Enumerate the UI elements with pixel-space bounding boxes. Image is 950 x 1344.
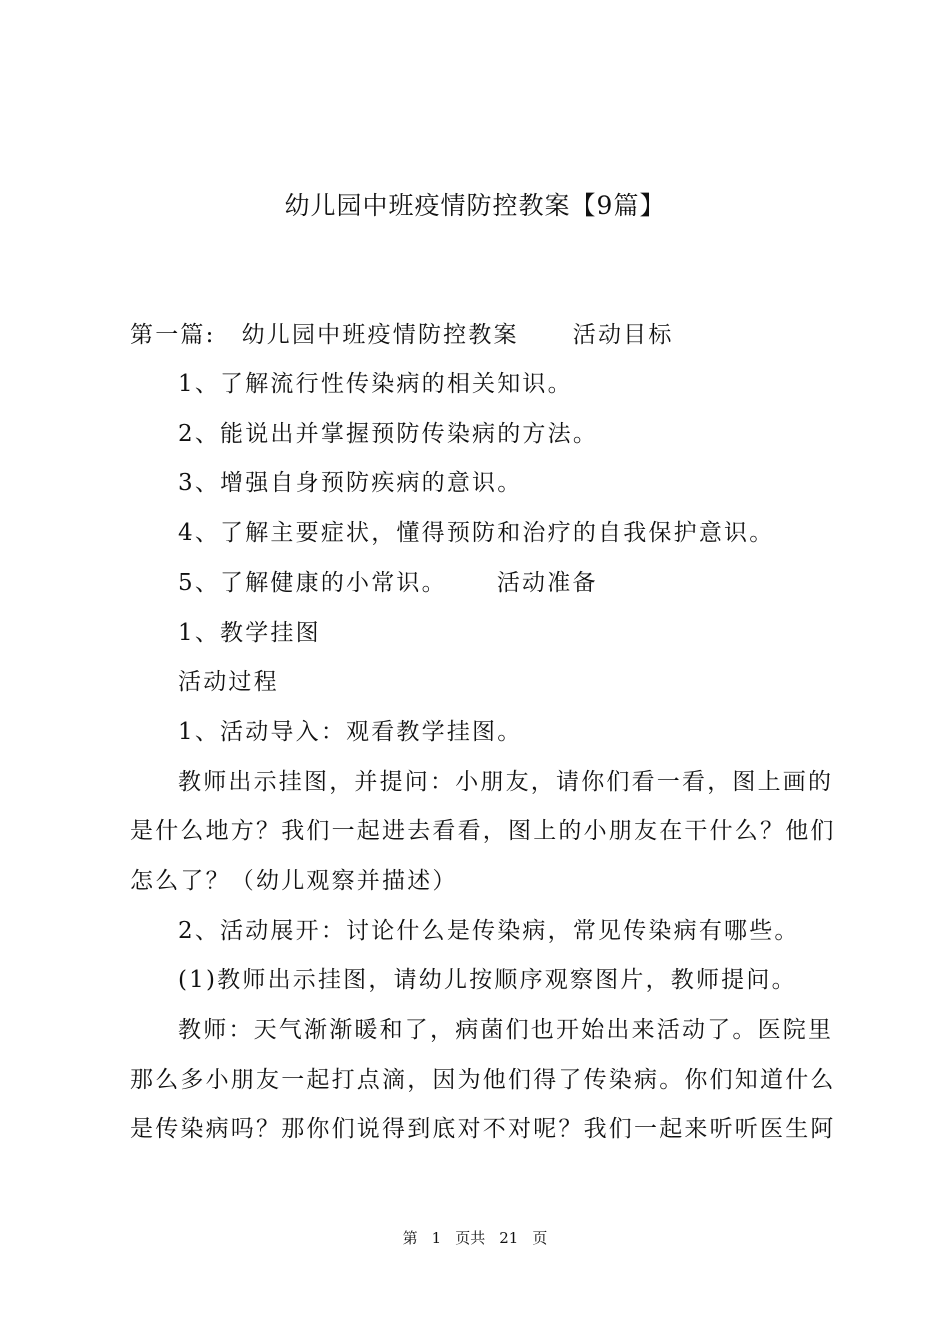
page-footer — [0, 1227, 950, 1249]
paragraph-line: 是传染病吗？那你们说得到底对不对呢？我们一起来听听医生阿 — [130, 1116, 836, 1142]
section-heading-process: 活动过程 — [178, 669, 279, 695]
process-substep: (1)教师出示挂图，请幼儿按顺序观察图片，教师提问。 — [178, 967, 797, 993]
footer-page-unit: 页共 — [455, 1229, 486, 1247]
chapter-heading — [130, 318, 674, 352]
chapter-part: 第一篇: — [130, 322, 216, 348]
paragraph-line: 教师：天气渐渐暖和了，病菌们也开始出来活动了。医院里 — [178, 1017, 834, 1043]
paragraph-line: 怎么了？（幼儿观察并描述） — [130, 868, 458, 894]
goal-item: 1、了解流行性传染病的相关知识。 — [178, 371, 573, 397]
section-heading-prep: 活动准备 — [496, 570, 598, 596]
process-step: 2、活动展开：讨论什么是传染病，常见传染病有哪些。 — [178, 918, 800, 944]
footer-page-label: 第 — [402, 1229, 418, 1247]
process-step: 1、活动导入：观看教学挂图。 — [178, 719, 523, 745]
prep-item: 1、教学挂图 — [178, 620, 321, 646]
document-title: 幼儿园中班疫情防控教案【9篇】 — [284, 191, 666, 220]
goal-item: 2、能说出并掌握预防传染病的方法。 — [178, 421, 599, 447]
paragraph-line: 教师出示挂图，并提问：小朋友，请你们看一看，图上画的 — [178, 769, 834, 795]
goal-item: 3、增强自身预防疾病的意识。 — [178, 470, 523, 496]
chapter-name: 幼儿园中班疫情防控教案 — [241, 322, 519, 348]
paragraph-line: 是什么地方？我们一起进去看看，图上的小朋友在干什么？他们 — [130, 818, 836, 844]
section-heading-goals: 活动目标 — [572, 322, 674, 348]
goal-item-5 — [178, 566, 598, 600]
paragraph-line: 那么多小朋友一起打点滴，因为他们得了传染病。你们知道什么 — [130, 1067, 836, 1093]
footer-total-pages: 21 — [499, 1229, 519, 1247]
goal-item: 4、了解主要症状，懂得预防和治疗的自我保护意识。 — [178, 520, 775, 546]
footer-total-unit: 页 — [532, 1229, 548, 1247]
goal-text: 5、了解健康的小常识。 — [178, 570, 447, 596]
footer-page-number: 1 — [431, 1229, 442, 1247]
